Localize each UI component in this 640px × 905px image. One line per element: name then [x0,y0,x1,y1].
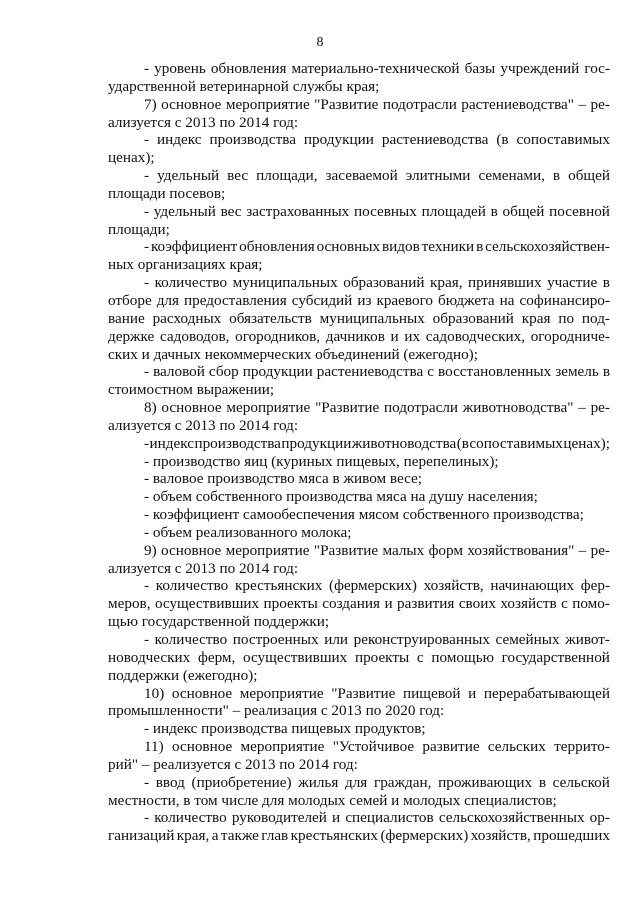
word: учреждений [500,60,580,77]
word: 10) [144,684,165,702]
word: продукции [303,131,374,149]
word: мероприятие [240,738,325,756]
word: растениеводства [381,131,489,149]
word: хозяйств [500,595,557,613]
word: 8) [144,399,157,417]
word: - [144,631,150,648]
document-body [108,60,610,845]
text-line: площади посевов; [108,184,226,202]
word: обновления [210,60,287,77]
word: ре- [590,399,610,417]
word: государственной [501,648,610,666]
word: своих [458,595,496,613]
word: "Развитие [315,399,380,417]
word: для [156,291,179,309]
word: ферм, [197,648,236,666]
word: в [552,167,561,185]
word: коэффициент [150,238,238,256]
word: - [144,60,150,77]
word: (приобретение) [191,773,292,791]
word: мероприятие [239,684,324,702]
text-line: ализуется с 2013 по 2014 год: [108,113,299,131]
word: продукции [281,434,352,452]
word: форм [428,541,463,559]
word: основное [161,399,222,417]
word: "Развитие [331,684,396,702]
text-line: - объем реализованного молока; [144,523,352,541]
word: сельской [552,773,610,791]
word: продукции [242,363,313,381]
word: участие [547,274,598,292]
word: общей [502,202,545,220]
word: ценах); [563,434,610,452]
word: мероприятие [226,399,311,417]
word: гос- [584,60,610,77]
word: крестьянских [234,577,323,595]
text-line [108,435,610,453]
word: основное [161,95,222,113]
word: техники [421,238,475,256]
text-line [108,542,610,560]
word: засеваемой [325,167,398,185]
word: семейных [495,631,560,648]
word: животноводства [351,434,457,452]
text-line [108,809,610,827]
word: хозяйствования" [467,541,575,559]
word: мероприятие [225,541,310,559]
text-line [108,649,610,667]
word: - [144,274,150,292]
word: посевных [353,202,417,220]
word: "Развитие [314,95,379,113]
text-line [108,274,610,292]
text-line: щью государственной поддержки; [108,613,330,631]
word: количество [154,809,227,827]
word: сельских [487,738,546,756]
word: количество [155,577,229,595]
word: ре- [590,95,610,113]
text-line [108,310,610,328]
text-line [108,631,610,649]
word: животноводства" [462,399,574,417]
word: ре- [590,541,610,559]
word: мероприятие [225,95,310,113]
word: удельный [157,167,220,185]
text-line: рий" – реализуется с 2013 по 2014 год: [108,755,358,773]
word: растениеводства [316,363,424,381]
word: – [578,541,587,559]
word: 7) [144,95,157,113]
word: предоставления [183,291,287,309]
word: хозяйств, [423,577,484,595]
word: площадей [421,202,486,220]
word: видов [381,238,420,256]
word: а [211,827,219,845]
word: общей [568,167,610,185]
text-line: - объем собственного производства мяса на душу населения; [144,488,538,506]
word: 11) [144,738,164,756]
word: краевого [376,291,434,309]
word: осуществивших [154,595,260,613]
text-line [108,827,610,845]
word: огородниче- [530,327,610,345]
text-line: ализуется с 2013 по 2014 год: [108,559,299,577]
word: в [490,202,498,220]
text-line: - коэффициент самообеспечения мясом собственного производства; [144,506,584,524]
word: меров, [108,595,151,613]
text-line [108,363,610,381]
word: проживающих [438,773,533,791]
word: - [144,773,150,791]
word: с [561,595,568,613]
word: ганизаций [108,827,175,845]
word: - [144,202,150,220]
word: с [427,363,435,381]
word: - [144,363,150,381]
text-line: ских и дачных некоммерческих объединений (ежегодно); [108,345,478,363]
word: основное [171,684,233,702]
word: образований [343,274,425,292]
word: края [521,309,551,327]
text-line: промышленности" – реализация с 2013 по 2020 год: [108,702,445,720]
word: построенных [232,631,319,648]
word: жилья [298,773,339,791]
word: помощью [431,648,494,666]
word: (фермерских) [380,827,469,845]
word: отборе [108,291,152,309]
word: в [602,274,610,292]
text-line [108,96,610,114]
word: в [602,363,610,381]
word: (фермерских) [329,577,417,595]
word: крестьянских [290,827,379,845]
word: сопоставимых [469,434,563,452]
word: (в [456,434,469,452]
word: основных [316,238,381,256]
word: создания [322,595,381,613]
word: земель [555,363,599,381]
word: вес [220,202,242,220]
word: - [144,577,150,595]
word: руководителей [231,809,327,827]
text-line: стоимостном выражении; [108,381,275,399]
word: перерабатывающей [483,684,610,702]
word: принявших [468,274,542,292]
text-line [108,685,610,703]
word: основное [161,541,222,559]
word: также [220,827,259,845]
word: для [345,773,368,791]
text-line: местности, в том числе для молодых семей и молодых специалистов; [108,791,557,809]
word: вание [108,309,145,327]
word: "Устойчивое [332,738,415,756]
word: - [144,238,150,256]
word: образований [432,309,514,327]
text-line [108,292,610,310]
word: восстановленных [438,363,552,381]
word: обновления [239,238,315,256]
word: основное [171,738,233,756]
word: реконструированных [353,631,490,648]
word: валовой [153,363,205,381]
text-line: ценах); [108,149,155,167]
word: – [578,95,587,113]
word: ор- [589,809,610,827]
text-line [108,203,610,221]
word: из [357,291,372,309]
word: огородников, [235,327,321,345]
text-line [108,774,610,792]
word: их [404,327,421,345]
word: элитными [405,167,471,185]
word: растениеводства" [461,95,574,113]
word: дачников [325,327,385,345]
word: проекты [354,648,410,666]
word: садоводческих, [425,327,526,345]
word: обязательств [229,309,312,327]
word: террито- [554,738,610,756]
text-line: - индекс производства пищевых продуктов; [144,720,426,738]
word: пищевой [403,684,461,702]
text-line [108,399,610,417]
word: хозяйств, [470,827,531,845]
word: малых [382,541,425,559]
word: 9) [144,541,157,559]
word: в [538,773,546,791]
word: живот- [565,631,610,648]
word: софинансиро- [519,291,610,309]
word: и [390,327,399,345]
word: сопоставимых [516,131,610,149]
word: прошедших [533,827,610,845]
word: - [144,167,150,185]
word: – [578,399,586,417]
word: помо- [572,595,610,613]
word: края, [176,827,210,845]
text-line: - валовое производство мяса в живом весе; [144,470,423,488]
text-line [108,60,610,78]
text-line [108,167,610,185]
page-number: 8 [316,35,324,50]
word: расходных [152,309,222,327]
word: осуществивших [243,648,348,666]
word: индекс [157,131,202,149]
text-line [108,595,610,613]
word: - [144,809,150,827]
word: по [558,309,575,327]
word: сельскохозяйствен- [485,238,610,256]
word: на [499,291,515,309]
word: глав [261,827,289,845]
word: под- [581,309,610,327]
word: сбор [208,363,239,381]
word: посевной [549,202,610,220]
word: материально-технической [291,60,460,77]
text-line: ализуется с 2013 по 2014 год: [108,416,299,434]
word: держке [108,327,155,345]
word: уровень [154,60,206,77]
word: индекс [149,434,194,452]
text-line [108,328,610,346]
word: и [332,809,341,827]
word: края, [430,274,463,292]
text-line: - производство яиц (куриных пищевых, перепелиных); [144,452,499,470]
word: (в [496,131,509,149]
word: специалистов [345,809,434,827]
text-line [108,238,610,256]
word: развития [397,595,455,613]
word: садоводов, [159,327,230,345]
word: фер- [580,577,610,595]
word: количество [154,631,228,648]
word: бюджета [438,291,495,309]
text-line: ударственной ветеринарной службы края; [108,77,380,95]
word: застрахованных [246,202,350,220]
word: в [476,238,484,256]
word: муниципальных [232,274,338,292]
word: новодческих [108,648,191,666]
word: производства [194,434,281,452]
word: граждан, [373,773,432,791]
word: проекты [263,595,318,613]
word: или [324,631,349,648]
text-line: поддержки (ежегодно); [108,666,258,684]
text-line [108,738,610,756]
word: производства [209,131,296,149]
word: подотрасли [384,399,459,417]
word: вес [227,167,249,185]
text-line [108,131,610,149]
word: начинающих [490,577,575,595]
text-line: площади; [108,220,170,238]
word: площади, [256,167,318,185]
word: - [144,131,150,149]
word: удельный [153,202,216,220]
word: и [384,595,393,613]
word: муниципальных [319,309,425,327]
word: ввод [155,773,185,791]
text-line: ных организациях края; [108,256,263,274]
word: субсидий [291,291,353,309]
word: - [144,434,150,452]
word: "Развитие [313,541,379,559]
word: семенами, [478,167,545,185]
word: сельскохозяйственных [438,809,585,827]
word: с [416,648,424,666]
word: подотрасли [382,95,457,113]
word: количество [154,274,228,292]
word: и [468,684,477,702]
word: базы [464,60,496,77]
word: развитие [422,738,480,756]
text-line [108,577,610,595]
